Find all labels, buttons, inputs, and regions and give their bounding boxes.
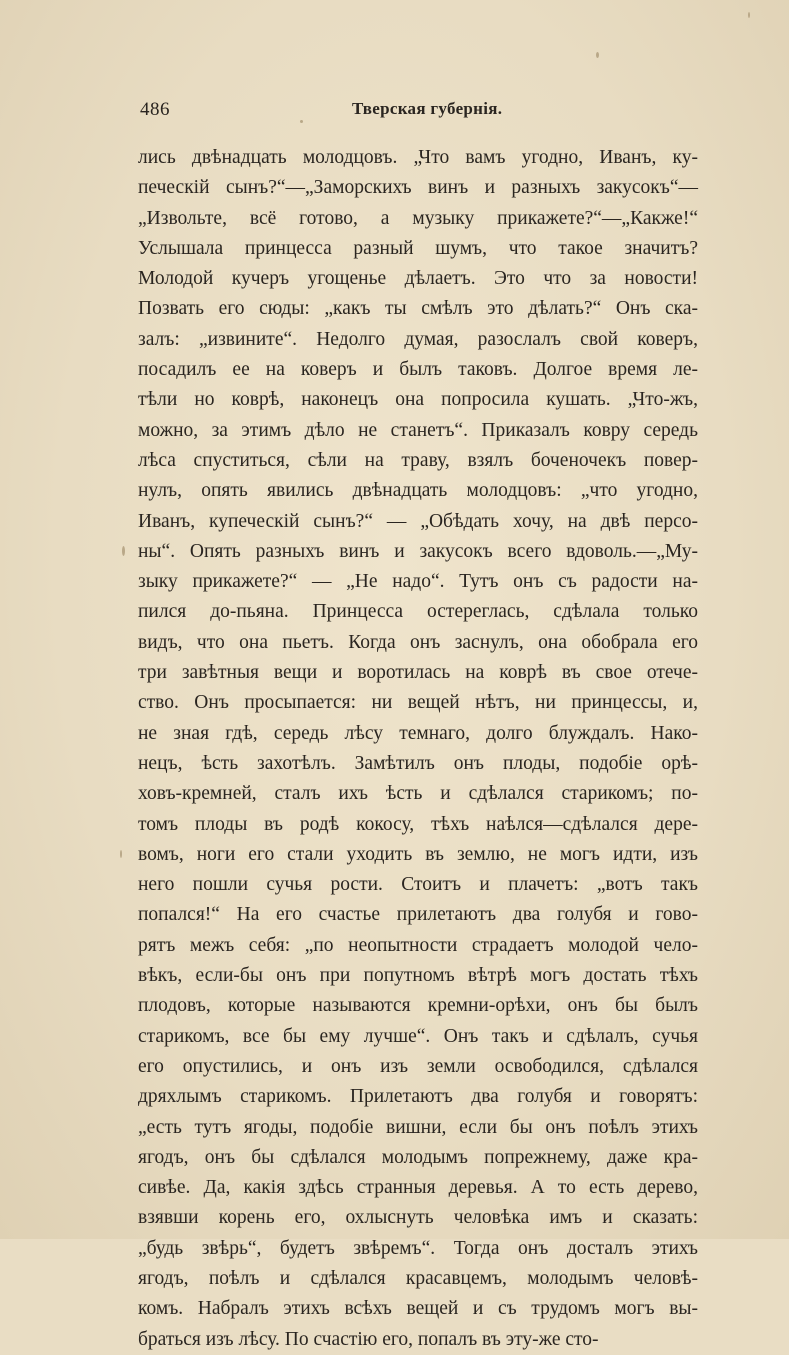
paper-speck [300, 120, 303, 123]
paper-speck [120, 850, 122, 858]
text-line: тѣли но коврѣ, наконецъ она попросила кушать. „Что-жъ, [138, 389, 698, 411]
text-line: ство. Онъ просыпается: ни вещей нѣтъ, ни принцессы, и, [138, 692, 698, 714]
text-line: лись двѣнадцать молодцовъ. „Что вамъ угодно, Иванъ, ку- [138, 147, 698, 168]
body-text [138, 143, 698, 1355]
text-line: взявши корень его, охлыснуть человѣка имъ и сказать: [138, 1207, 698, 1229]
text-line: ховъ-кремней, сталъ ихъ ѣсть и сдѣлался старикомъ; по- [138, 783, 698, 805]
text-line: „Извольте, всё готово, а музыку прикажете?“—„Какже!“ [138, 207, 698, 229]
text-line: не зная гдѣ, середь лѣсу темнаго, долго блуждалъ. Нако- [138, 722, 698, 744]
text-line: попался!“ На его счастье прилетаютъ два голубя и гово- [138, 904, 698, 926]
text-line: дряхлымъ старикомъ. Прилетаютъ два голубя и говорятъ: [138, 1086, 698, 1108]
text-line: вѣкъ, если-бы онъ при попутномъ вѣтрѣ могъ достать тѣхъ [138, 965, 698, 987]
text-line: сивѣе. Да, какія здѣсь странныя деревья. А то есть дерево, [138, 1177, 698, 1199]
running-title: Тверская губернія. [352, 99, 503, 118]
text-line: Иванъ, купеческій сынъ?“ — „Обѣдать хочу, на двѣ персо- [138, 510, 698, 532]
text-line: можно, за этимъ дѣло не станетъ“. Приказалъ ковру середь [138, 419, 698, 441]
paper-speck [122, 546, 125, 556]
paper-speck [748, 12, 750, 18]
paper-speck [596, 52, 599, 58]
page-number: 486 [140, 99, 170, 120]
text-line: рятъ межъ себя: „по неопытности страдаетъ молодой чело- [138, 934, 698, 956]
text-line: печескій сынъ?“—„Заморскихъ винъ и разныхъ закусокъ“— [138, 177, 698, 199]
text-line: браться изъ лѣсу. По счастію его, попалъ въ эту-же сто- [138, 1328, 599, 1350]
text-line: „есть тутъ ягоды, подобіе вишни, если бы онъ поѣлъ этихъ [138, 1116, 698, 1138]
text-line: нулъ, опять явились двѣнадцать молодцовъ: „что угодно, [138, 480, 698, 502]
text-line: ягодъ, онъ бы сдѣлался молодымъ попрежнему, даже кра- [138, 1146, 698, 1168]
text-line: ны“. Опять разныхъ винъ и закусокъ всего вдоволь.—„Му- [138, 540, 698, 562]
text-line: зыку прикажете?“ — „Не надо“. Тутъ онъ съ радости на- [138, 571, 698, 593]
text-line: лѣса спуститься, сѣли на траву, взялъ боченочекъ повер- [138, 449, 698, 471]
page-header [140, 99, 695, 129]
text-line: плодовъ, которые называются кремни-орѣхи, онъ бы былъ [138, 995, 698, 1017]
text-line: Услышала принцесса разный шумъ, что такое значитъ? [138, 237, 698, 259]
text-line: Позвать его сюды: „какъ ты смѣлъ это дѣлать?“ Онъ ска- [138, 298, 698, 320]
text-line: видъ, что она пьетъ. Когда онъ заснулъ, она обобрала его [138, 631, 698, 653]
text-line: пился до-пьяна. Принцесса остереглась, сдѣлала только [138, 601, 698, 623]
text-line: томъ плоды въ родѣ кокосу, тѣхъ наѣлся—сдѣлался дере- [138, 813, 698, 835]
text-line: Молодой кучеръ угощенье дѣлаетъ. Это что за новости! [138, 268, 698, 290]
text-line: залъ: „извините“. Недолго думая, разослалъ свой коверъ, [138, 328, 698, 350]
text-line: три завѣтныя вещи и воротилась на коврѣ въ свое отече- [138, 662, 698, 684]
text-line: посадилъ ее на коверъ и былъ таковъ. Долгое время ле- [138, 359, 698, 381]
text-line: его опустились, и онъ изъ земли освободился, сдѣлался [138, 1055, 698, 1077]
text-line: нецъ, ѣсть захотѣлъ. Замѣтилъ онъ плоды, подобіе орѣ- [138, 752, 698, 774]
text-line: комъ. Набралъ этихъ всѣхъ вещей и съ трудомъ могъ вы- [138, 1298, 698, 1320]
text-line: вомъ, ноги его стали уходить въ землю, не могъ идти, изъ [138, 843, 698, 865]
text-line: ягодъ, поѣлъ и сдѣлался красавцемъ, молодымъ человѣ- [138, 1267, 698, 1289]
text-line: старикомъ, все бы ему лучше“. Онъ такъ и сдѣлалъ, сучья [138, 1025, 698, 1047]
text-line: него пошли сучья рости. Стоитъ и плачетъ: „вотъ такъ [138, 874, 698, 896]
text-line: „будь звѣрь“, будетъ звѣремъ“. Тогда онъ досталъ этихъ [138, 1237, 698, 1259]
